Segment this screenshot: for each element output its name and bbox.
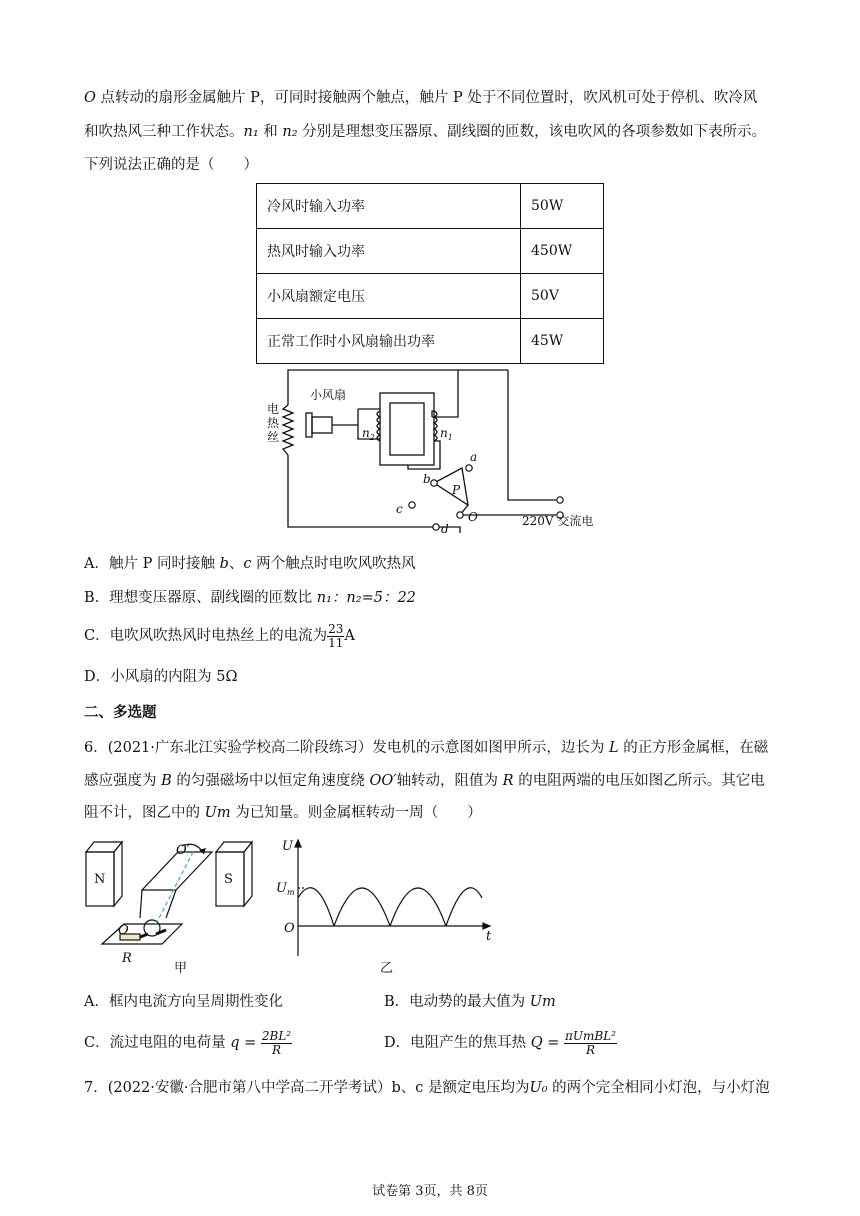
intro-line-2 [84,122,766,142]
fraction-numerator: 2BL² [261,1028,292,1043]
heater-label-3: 丝 [267,430,280,444]
terminal-b [431,480,437,486]
terminal-d [433,524,439,530]
fraction-numerator: πUmBL² [565,1028,616,1043]
label-o-axis: O [118,923,129,938]
var-l: L [609,740,619,756]
heater-label-1: 电 [267,402,280,416]
table-cell-value: 450W [521,229,604,274]
var-b: b [219,556,229,572]
table-cell-label: 冷风时输入功率 [257,184,521,229]
var-q: q [230,1035,240,1051]
q6-option-b-text: B．电动势的最大值为 [384,994,530,1010]
origin-label: O [284,921,295,936]
label-o: O [468,510,478,524]
option-c[interactable] [84,621,355,651]
terminal-a [466,465,472,471]
voltage-curve-segment [298,888,334,926]
label-b: b [423,472,431,486]
var-u0: U₀ [529,1080,548,1096]
q6-line-3 [84,803,482,823]
table-cell-label: 正常工作时小风扇输出功率 [257,319,521,364]
current-fraction [327,623,344,650]
q6-text-1b: 的正方形金属框，在磁 [618,740,769,756]
intro-text-2b: 和 [258,124,283,140]
label-o-prime: O′ [176,843,190,858]
table-cell-value: 50W [521,184,604,229]
voltage-curve-segment [390,888,446,926]
q6-text-1a: 6．(2021·广东北江实验学校高二阶段练习）发电机的示意图如图甲所示，边长为 [84,740,609,756]
var-n1: n₁ [243,124,259,140]
page-footer: 试卷第 3页，共 8页 [372,1184,488,1199]
table-row [257,319,604,364]
option-b-ratio: n₁：n₂=5：22 [316,590,416,606]
q6-line-1 [84,738,768,758]
fan-blade [306,413,312,437]
q7-text-b: 的两个完全相同小灯泡，与小灯泡 [547,1080,770,1096]
var-um-2: Um [529,994,556,1010]
q6-line-2 [84,771,765,791]
var-n2: n₂ [282,124,298,140]
table-row [257,274,604,319]
base-plate [102,924,182,944]
fraction-denominator: R [271,1042,282,1057]
circuit-wire-right [508,370,556,500]
table-cell-value: 45W [521,319,604,364]
label-n: N [94,872,106,887]
q6-option-a[interactable]: A．框内电流方向呈周期性变化 [84,994,283,1010]
heater-resistor [283,405,293,455]
intro-text-1: 点转动的扇形金属触片 P，可同时接触两个触点，触片 P 处于不同位置时，吹风机可处于停机、吹冷风 [95,90,758,106]
table-row [257,229,604,274]
q6-option-c-text: C．流过电阻的电荷量 [84,1035,231,1051]
var-r: R [502,773,514,789]
supply-terminal-1 [557,497,563,503]
voltage-curve-segment [446,888,482,926]
terminal-c [409,502,415,508]
table-cell-label: 小风扇额定电压 [257,274,521,319]
rotation-axis [156,850,194,924]
intro-text-2a: 和吹热风三种工作状态。 [84,124,244,140]
fraction-numerator: 23 [328,621,344,636]
var-um: Um [204,805,231,821]
caption-yi: 乙 [380,961,394,976]
heater-label-2: 热 [267,416,280,430]
label-s: S [224,872,233,887]
q6-option-d-text: D．电阻产生的焦耳热 [384,1035,531,1051]
table-row [257,184,604,229]
var-oo-axis: OO′ [369,773,397,789]
axis-label-t: t [486,929,492,944]
label-p: P [452,483,461,497]
tick-label-um: $U_m$ [276,881,295,897]
fan-label: 小风扇 [310,388,347,402]
terminal-o [457,512,463,518]
fan-motor [312,417,332,433]
option-a[interactable] [84,554,416,574]
var-c: c [243,556,252,572]
table-cell-label: 热风时输入功率 [257,229,521,274]
q6-text-2c: 轴转动，阻值为 [396,773,503,789]
option-c-unit: A [344,628,355,644]
label-a: a [470,450,478,464]
option-b[interactable] [84,588,416,608]
option-d[interactable]: D．小风扇的内阻为 5Ω [84,669,238,685]
var-q-heat: Q [530,1035,543,1051]
q6-option-b[interactable] [384,992,556,1012]
label-r: R [122,951,132,966]
label-d: d [441,522,449,536]
label-c: c [396,502,403,516]
magnet-n-top [86,842,122,852]
q6-option-d[interactable]: D．电阻产生的焦耳热 Q = $\frac{\text{πUmBL²}}{R}$ [384,1028,616,1057]
caption-jia: 甲 [174,961,188,976]
transformer-core-inner [390,403,424,455]
q6-text-2a: 感应强度为 [84,773,162,789]
hairdryer-circuit-diagram [260,365,600,537]
table-cell-value: 50V [521,274,604,319]
transformer-core-outer [380,393,434,465]
q7-text-a: 7．(2022·安徽·合肥市第八中学高二开学考试）b、c 是额定电压均为 [84,1080,530,1096]
q6-option-c[interactable]: C．流过电阻的电荷量 q = $\frac{\text{2BL²}}{R}$ [84,1028,292,1057]
intro-line-1 [84,88,757,108]
axis-label-u: U [282,839,293,854]
option-a-text-2: 两个触点时电吹风吹热风 [251,556,416,572]
voltage-graph-yi [276,838,508,978]
option-c-text: C．电吹风吹热风时电热丝上的电流为 [84,628,328,644]
option-a-text: A．触片 P 同时接触 [84,556,220,572]
fraction-denominator: 11 [328,635,344,650]
charge-fraction [261,1030,292,1057]
supply-label: 220V 交流电 [522,514,594,528]
switch-contact-p [434,468,468,505]
option-b-text: B．理想变压器原、副线圈的匝数比 [84,590,317,606]
n1-label: $n_1$ [440,426,453,442]
q6-text-2d: 的电阻两端的电压如图乙所示。其它电 [513,773,765,789]
n2-label: $n_2$ [362,426,375,442]
q6-text-2b: 的匀强磁场中以恒定角速度绕 [171,773,370,789]
generator-figure-jia [82,838,272,978]
heat-fraction [564,1030,617,1057]
section-heading: 二、多选题 [84,704,157,721]
var-b-field: B [161,773,172,789]
spec-table [256,183,604,364]
voltage-curve-segment [334,888,390,926]
q6-text-3b: 为已知量。则金属框转动一周（ ） [230,805,482,821]
circuit-wire-bottom [288,455,460,533]
question-prompt: 下列说法正确的是（ ） [84,157,258,173]
fraction-denominator: R [585,1042,596,1057]
q7-line-1 [84,1078,770,1098]
var-o: O [84,90,96,106]
intro-text-2c: 分别是理想变压器原、副线圈的匝数，该电吹风的各项参数如下表所示。 [297,124,767,140]
option-a-sep: 、 [228,556,244,572]
q6-text-3a: 阻不计，图乙中的 [84,805,205,821]
